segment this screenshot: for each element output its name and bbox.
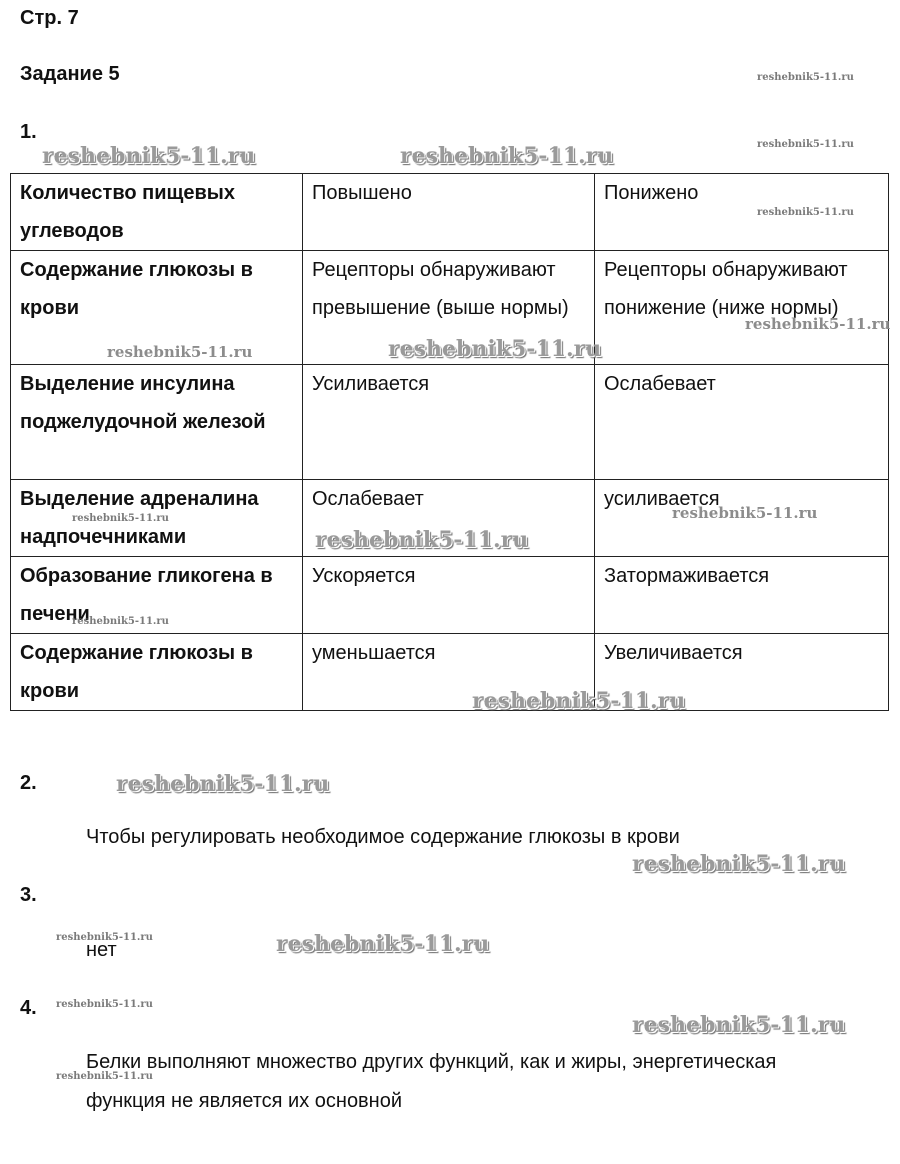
low-cell: Понижено <box>595 174 889 251</box>
row-label: Содержание глюкозы в крови <box>11 634 303 711</box>
watermark: reshebnik5-11.ru <box>757 72 854 83</box>
watermark: reshebnik5-11.ru <box>72 616 169 627</box>
answer-table <box>10 173 889 711</box>
table-row <box>11 365 889 480</box>
row-label: Содержание глюкозы в крови <box>11 251 303 365</box>
question-3-number: 3. <box>20 884 37 906</box>
question-4-answer-line-1: Белки выполняют множество других функций, как и жиры, энергетическая <box>86 1051 777 1073</box>
watermark: reshebnik5-11.ru <box>72 513 169 524</box>
high-cell: Рецепторы обнаруживают превышение (выше нормы) <box>303 251 595 365</box>
watermark: reshebnik5-11.ru <box>42 143 256 169</box>
task-title: Задание 5 <box>20 63 120 85</box>
low-cell: Ослабевает <box>595 365 889 480</box>
table-row <box>11 634 889 711</box>
row-label: Выделение адреналина надпочечниками <box>11 480 303 557</box>
high-cell: Усиливается <box>303 365 595 480</box>
watermark: reshebnik5-11.ru <box>56 932 153 943</box>
watermark: reshebnik5-11.ru <box>757 207 854 218</box>
question-4-number: 4. <box>20 997 37 1019</box>
watermark: reshebnik5-11.ru <box>472 688 686 714</box>
question-2-answer: Чтобы регулировать необходимое содержание глюкозы в крови <box>86 826 680 848</box>
watermark: reshebnik5-11.ru <box>315 527 529 553</box>
low-cell: Затормаживается <box>595 557 889 634</box>
watermark: reshebnik5-11.ru <box>632 851 846 877</box>
high-cell: Повышено <box>303 174 595 251</box>
watermark: reshebnik5-11.ru <box>56 999 153 1010</box>
watermark: reshebnik5-11.ru <box>276 931 490 957</box>
watermark: reshebnik5-11.ru <box>56 1071 153 1082</box>
watermark: reshebnik5-11.ru <box>632 1012 846 1038</box>
row-label: Выделение инсулина поджелудочной железой <box>11 365 303 480</box>
low-cell: Рецепторы обнаруживают понижение (ниже нормы) <box>595 251 889 365</box>
question-1-number: 1. <box>20 121 37 143</box>
row-label: Образование гликогена в печени <box>11 557 303 634</box>
watermark: reshebnik5-11.ru <box>672 504 818 522</box>
watermark: reshebnik5-11.ru <box>107 343 253 361</box>
watermark: reshebnik5-11.ru <box>116 771 330 797</box>
watermark: reshebnik5-11.ru <box>388 336 602 362</box>
high-cell: Ослабевает <box>303 480 595 557</box>
watermark: reshebnik5-11.ru <box>745 315 891 333</box>
watermark: reshebnik5-11.ru <box>400 143 614 169</box>
high-cell: уменьшается <box>303 634 595 711</box>
high-cell: Ускоряется <box>303 557 595 634</box>
question-4-answer-line-2: функция не является их основной <box>86 1090 403 1112</box>
low-cell: Увеличивается <box>595 634 889 711</box>
row-label: Количество пищевых углеводов <box>11 174 303 251</box>
watermark: reshebnik5-11.ru <box>757 139 854 150</box>
page-label: Стр. 7 <box>20 7 79 29</box>
question-3-answer: нет <box>86 939 117 961</box>
question-2-number: 2. <box>20 772 37 794</box>
low-cell: усиливается <box>595 480 889 557</box>
